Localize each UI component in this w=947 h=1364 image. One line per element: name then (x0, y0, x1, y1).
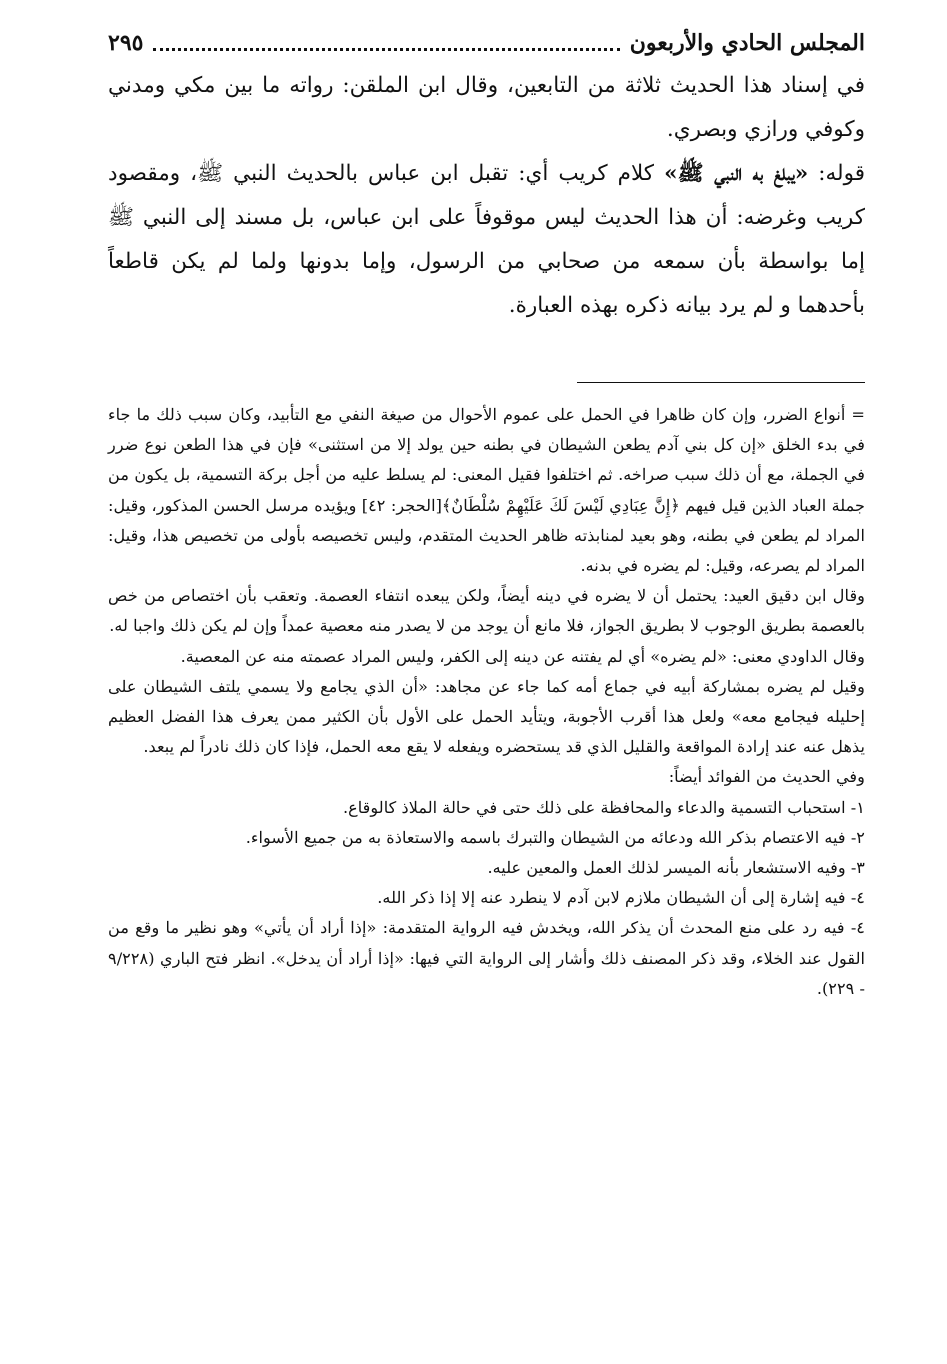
main-paragraph (108, 152, 865, 328)
page-number: ٢٩٥ (108, 30, 144, 56)
running-header (108, 26, 865, 60)
footnote-paragraph: وقال ابن دقيق العيد: يحتمل أن لا يضره في دينه أيضاً، ولكن يبعده انتفاء العصمة. وتعقب بأن اختصاص من خص بالعصمة بطريق الوجوب لا بطريق الجواز، فلا مانع أن يوجد من لا يصدر منه معصية عمداً وإن لم يكن ذلك واجبا له. (108, 586, 865, 636)
footnote-paragraph: وقيل لم يضره بمشاركة أبيه في جماع أمه كما جاء عن مجاهد: «أن الذي يجامع ولا يسمي يلتف الشيطان على إحليله فيجامع معه» ولعل هذا أقرب الأجوبة، ويتأيد الحمل على الأول بأن الكثير ممن يعرف هذا الفضل العظيم يذهل عنه عند إرادة المواقعة والقليل الذي قد يستحضره ويفعله لا يقع معه الحمل، فإذا كان ذلك نادراً لم يبعد. (108, 676, 865, 757)
main-paragraph: في إسناد هذا الحديث ثلاثة من التابعين، وقال ابن الملقن: رواته ما بين مكي ومدني وكوفي ورازي وبصري. (108, 73, 865, 142)
main-text (108, 64, 865, 328)
footnote-list-item: ١- استحباب التسمية والدعاء والمحافظة على ذلك حتى في حالة الملاذ كالوقاع. (342, 797, 865, 817)
chapter-title: المجلس الحادي والأربعون (629, 30, 865, 56)
footnote-list-item: ٤- فيه إشارة إلى أن الشيطان ملازم لابن آدم لا ينطرد عنه إلا إذا ذكر الله. (377, 888, 865, 908)
quote-intro: قوله: (808, 161, 865, 186)
footnote-paragraph: وقال الداودي معنى: «لم يضره» أي لم يفتنه عن دينه إلى الكفر، وليس المراد عصمته منه عن المعصية. (180, 646, 865, 666)
document-page (108, 0, 865, 1364)
footnote-paragraph: وفي الحديث من الفوائد أيضاً: (668, 767, 865, 787)
footnote-separator (577, 382, 865, 383)
footnote-list-item: ٢- فيه الاعتصام بذكر الله ودعائه من الشيطان والتبرك باسمه والاستعاذة به من جميع الأسواء. (245, 827, 865, 847)
footnote-list-item: ٤- فيه رد على منع المحدث أن يذكر الله، ويخدش فيه الرواية المتقدمة: «إذا أراد أن يأتي» وهو نظير ما وقع من القول عند الخلاء، وقد ذكر المصنف ذلك وأشار إلى الرواية التي فيها: «إذا أراد أن يدخل». انظر فتح الباري (٩/٢٢٨ - ٢٢٩). (108, 918, 865, 998)
footnote-list-item: ٣- وفيه الاستشعار بأنه الميسر لذلك العمل والمعين عليه. (487, 858, 865, 878)
footnotes (108, 400, 865, 1004)
header-dot-leader (153, 48, 619, 51)
footnote-paragraph: = أنواع الضرر، وإن كان ظاهرا في الحمل على عموم الأحوال من صيغة النفي مع التأبيد، وكان سبب ذلك ما جاء في بدء الخلق «إن كل بني آدم يطعن الشيطان في بطنه حين يولد إلا من استثنى» فإن في هذا الطعن نوع ضرر في الجملة، مع أن ذلك سبب صراخه. ثم اختلفوا فقيل المعنى: لم يسلط عليه من أجل بركة التسمية، بل يكون من جملة العباد الذين قيل فيهم ﴿إِنَّ عِبَادِي لَيْسَ لَكَ عَلَيْهِمْ سُلْطَانٌ﴾[الحجر: ٤٢] ويؤيده مرسل الحسن المذكور، وقيل: المراد لم يطعن في بطنه، وهو بعيد لمنابذته ظاهر الحديث المتقدم، وليس تخصيصه بأولى من تخصيص هذا، وقيل: المراد لم يصرعه، وقيل: لم يضره في بدنه. (108, 405, 865, 576)
commentary-text: كلام كريب أي: تقبل ابن عباس بالحديث النبي ﷺ، ومقصود كريب وغرضه: أن هذا الحديث ليس موقوفاً على ابن عباس، بل مسند إلى النبي ﷺ إما بواسطة بأن سمعه من صحابي من الرسول، وإما بدونها ولما لم يكن قاطعاً بأحدهما و لم يرد بيانه ذكره بهذه العبارة. (108, 161, 865, 318)
hadith-quote: «يبلغ به النبي ﷺ» (664, 161, 809, 186)
